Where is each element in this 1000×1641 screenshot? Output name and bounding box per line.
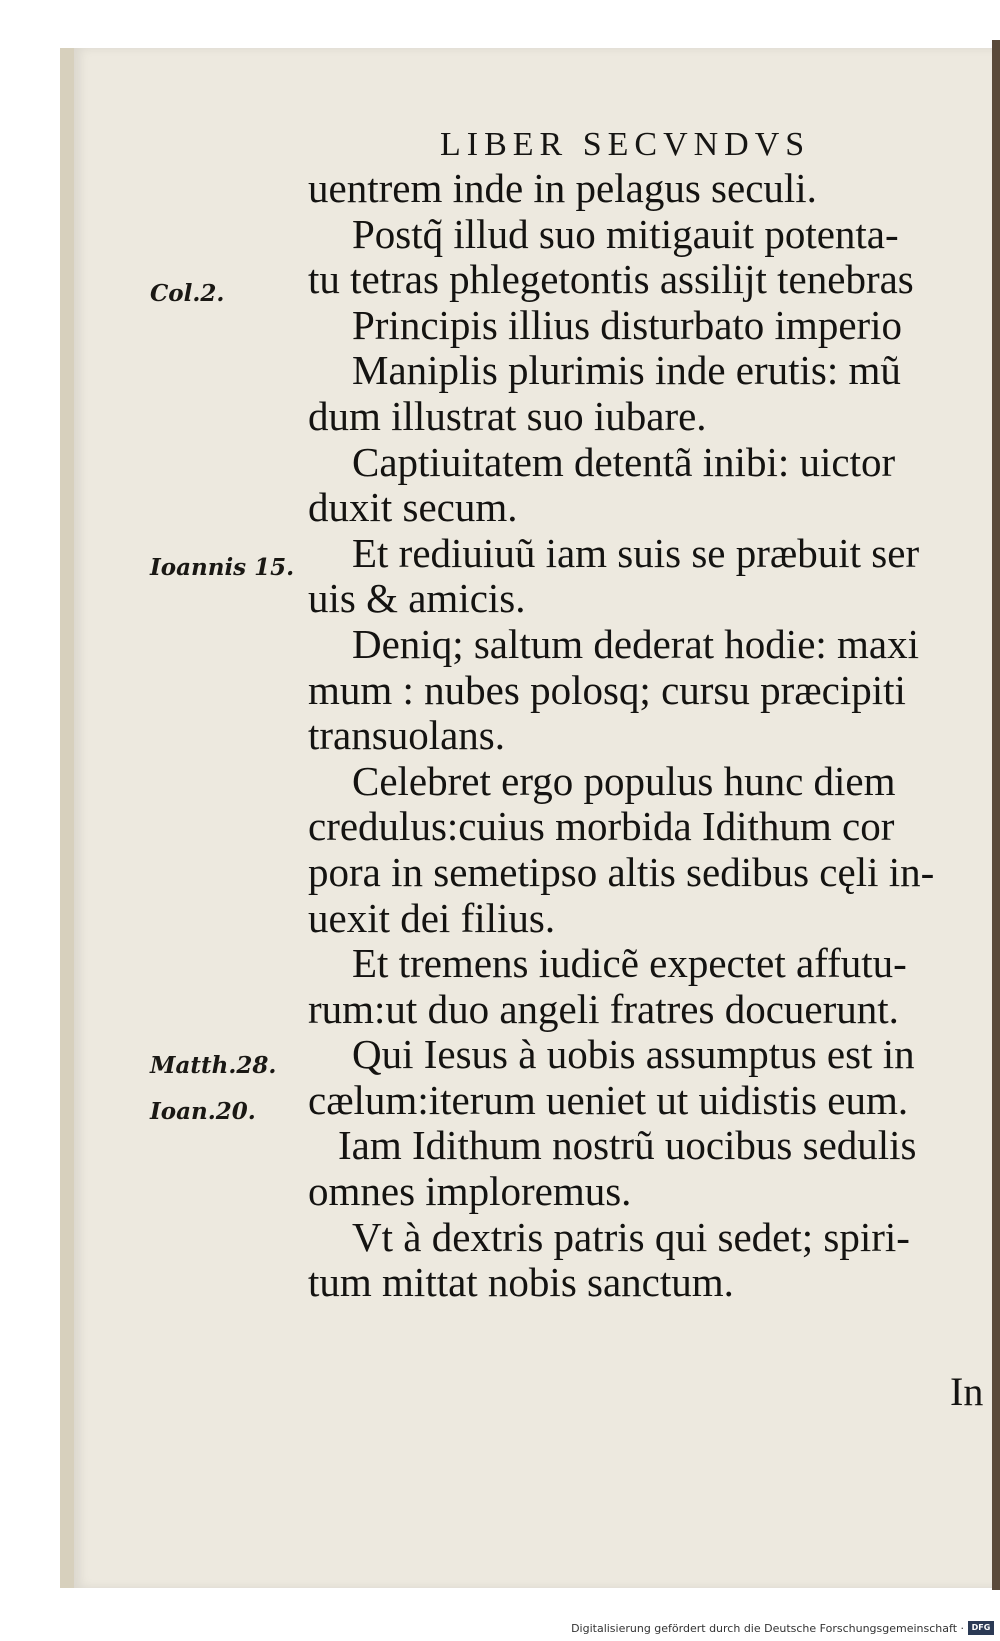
text-line: transuolans. <box>308 713 505 759</box>
text-line: tum mittat nobis sanctum. <box>308 1260 734 1306</box>
text-line: Qui Iesus à uobis assumptus est in <box>352 1032 915 1078</box>
margin-note-col: Col.2. <box>150 280 225 307</box>
text-line: dum illustrat suo iubare. <box>308 393 707 439</box>
text-line: Et rediuiuũ iam suis se præbuit ser <box>352 530 920 576</box>
text-line: Iam Idithum nostrũ uocibus sedulis <box>338 1123 917 1169</box>
text-line: Captiuitatem detentã inibi: uictor <box>352 439 896 485</box>
text-line: credulus:cuius morbida Idithum cor <box>308 804 895 850</box>
text-line: uis & amicis. <box>308 576 526 622</box>
margin-note-matth: Matth.28. <box>150 1052 277 1079</box>
text-line: cælum:iterum ueniet ut uidistis eum. <box>308 1077 909 1123</box>
text-line: Vt à dextris patris qui sedet; spiri- <box>352 1214 910 1260</box>
text-line: pora in semetipso altis sedibus cęli in- <box>308 849 935 895</box>
margin-note-ioannis: Ioannis 15. <box>150 554 295 581</box>
margin-note-ioan: Ioan.20. <box>150 1098 256 1125</box>
text-line: rum:ut duo angeli fratres docuerunt. <box>308 986 899 1032</box>
text-line: uexit dei filius. <box>308 895 556 941</box>
main-text-block <box>308 166 1000 1306</box>
text-line: tu tetras phlegetontis assilijt tenebras <box>308 257 914 303</box>
catchword: In <box>950 1369 984 1414</box>
footer-bar <box>0 1618 1000 1641</box>
text-line: omnes imploremus. <box>308 1169 632 1215</box>
text-line: Maniplis plurimis inde erutis: mũ <box>352 348 901 394</box>
text-line: uentrem inde in pelagus seculi. <box>308 166 817 211</box>
text-line: Deniq; saltum dederat hodie: maxi <box>352 621 920 667</box>
scan-top-margin <box>0 0 1000 48</box>
dfg-logo: DFG <box>968 1621 994 1635</box>
text-line: Celebret ergo populus hunc diem <box>352 758 896 804</box>
text-line: Principis illius disturbato imperio <box>352 302 903 348</box>
footer-credit: Digitalisierung gefördert durch die Deutsche Forschungsgemeinschaft · <box>571 1622 964 1635</box>
running-head: LIBER SECVNDVS <box>440 126 811 163</box>
text-line: Postq̃ illud suo mitigauit potenta- <box>352 211 899 257</box>
text-line: mum : nubes polosq; cursu præcipiti <box>308 667 906 713</box>
text-line: duxit secum. <box>308 485 518 531</box>
text-line: Et tremens iudicẽ expectet affutu- <box>352 941 907 987</box>
